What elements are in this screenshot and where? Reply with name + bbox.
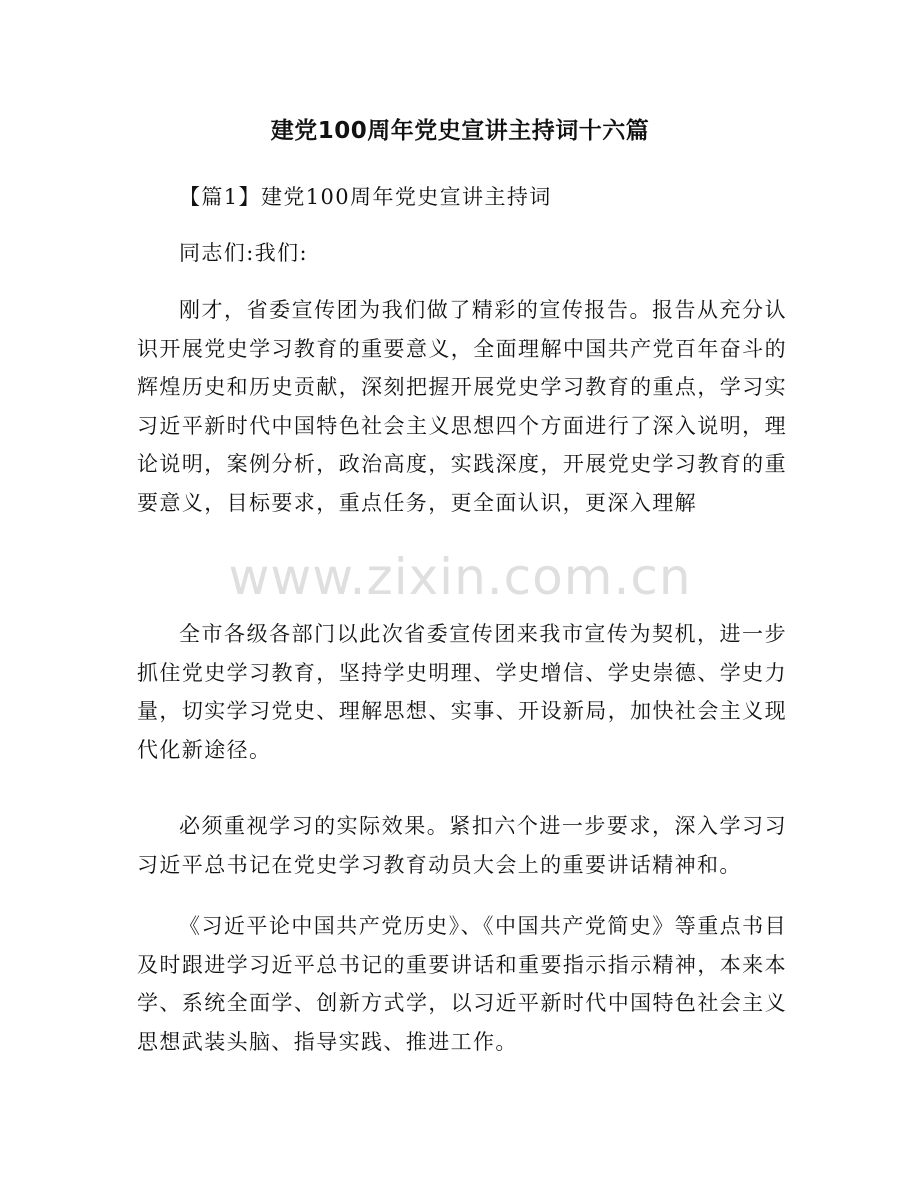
paragraph-4: 《习近平论中国共产党历史》、《中国共产党简史》等重点书目及时跟进学习近平总书记的重要讲话和重要指示指示精神，本来本学、系统全面学、创新方式学，以习近平新时代中国特色社会主义思想武装头脑、指导实践、推进工作。 (137, 914, 787, 1054)
paragraph-1: 刚才，省委宣传团为我们做了精彩的宣传报告。报告从充分认识开展党史学习教育的重要意义，全面理解中国共产党百年奋斗的辉煌历史和历史贡献，深刻把握开展党史学习教育的重点，学习实习近平新时代中国特色社会主义思想四个方面进行了深入说明，理论说明，案例分析，政治高度，实践深度，开展党史学习教育的重要意义，目标要求，重点任务，更全面认识，更深入理解 (137, 298, 787, 515)
section-heading: 【篇1】建党100周年党史宣讲主持词 (179, 185, 552, 209)
salutation: 同志们:我们: (179, 241, 308, 265)
paragraph-2: 全市各级各部门以此次省委宣传团来我市宣传为契机，进一步抓住党史学习教育，坚持学史明理、学史增信、学史崇德、学史力量，切实学习党史、理解思想、实事、开设新局，加快社会主义现代化新途径。 (137, 622, 787, 762)
watermark: www.zixin.com.cn (228, 548, 692, 606)
document-title: 建党100周年党史宣讲主持词十六篇 (270, 118, 650, 144)
paragraph-3: 必须重视学习的实际效果。紧扣六个进一步要求，深入学习习习近平总书记在党史学习教育动员大会上的重要讲话精神和。 (137, 814, 787, 877)
